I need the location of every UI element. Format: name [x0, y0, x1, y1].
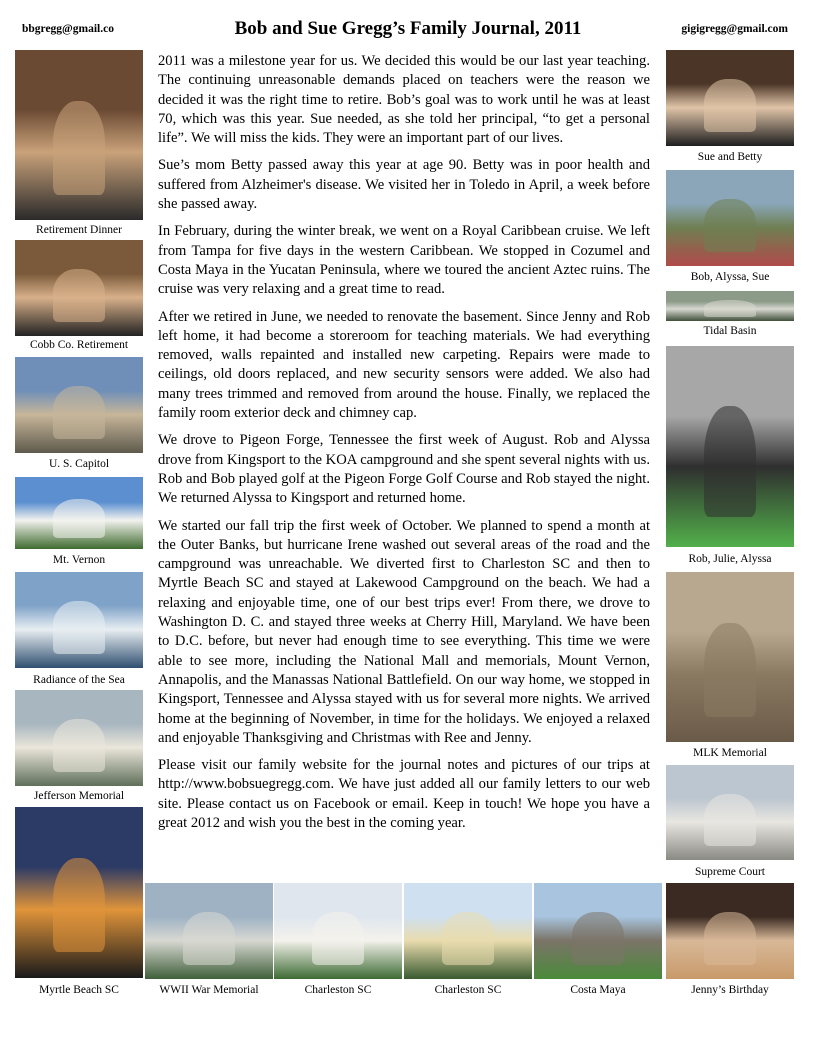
- caption-charleston-1: Charleston SC: [304, 984, 372, 996]
- caption-jefferson: Jefferson Memorial: [33, 790, 125, 802]
- caption-radiance: Radiance of the Sea: [33, 674, 125, 686]
- photo-charleston-1: [274, 883, 402, 979]
- photo-charleston-2: [404, 883, 532, 979]
- photo-subject: [704, 199, 755, 252]
- caption-rob-julie-alyssa: Rob, Julie, Alyssa: [688, 553, 772, 565]
- caption-mt-vernon: Mt. Vernon: [52, 554, 106, 566]
- caption-jenny-birthday: Jenny’s Birthday: [691, 984, 769, 996]
- photo-subject: [704, 406, 755, 517]
- photo-sue-betty: [666, 50, 794, 146]
- photo-subject: [183, 912, 234, 965]
- photo-cobb-retirement: [15, 240, 143, 336]
- photo-subject: [53, 499, 104, 539]
- paragraph-website: Please visit our family website for the journal notes and pictures of our trips at http://www.bobsuegregg.com. We have just added all our family letters to our web site. Please contact us on Facebook or email. Keep in touch! We hope you have a great 2012 and wish you the best in the coming year.: [158, 757, 650, 831]
- photo-subject: [53, 858, 104, 952]
- photo-subject: [572, 912, 623, 965]
- photo-subject: [53, 386, 104, 439]
- caption-supreme-court: Supreme Court: [695, 866, 765, 878]
- photo-jefferson: [15, 690, 143, 786]
- caption-tidal-basin: Tidal Basin: [703, 325, 757, 337]
- photo-jenny-birthday: [666, 883, 794, 979]
- journal-body: [158, 52, 650, 841]
- right-email: gigigregg@gmail.com: [681, 23, 788, 35]
- caption-capitol: U. S. Capitol: [48, 458, 110, 470]
- photo-subject: [53, 719, 104, 772]
- caption-costa-maya: Costa Maya: [570, 984, 626, 996]
- photo-radiance: [15, 572, 143, 668]
- caption-cobb-retirement: Cobb Co. Retirement: [29, 339, 129, 351]
- paragraph-betty: Sue’s mom Betty passed away this year at age 90. Betty was in poor health and suffered from Alzheimer's disease. We visited her in Toledo in April, a week before she passed away.: [158, 157, 650, 213]
- photo-retirement-dinner: [15, 50, 143, 220]
- caption-bob-alyssa-sue: Bob, Alyssa, Sue: [690, 271, 770, 283]
- photo-bob-alyssa-sue: [666, 170, 794, 266]
- photo-costa-maya: [534, 883, 662, 979]
- photo-mt-vernon: [15, 477, 143, 549]
- caption-charleston-2: Charleston SC: [434, 984, 502, 996]
- photo-subject: [704, 300, 755, 317]
- paragraph-fall-trip: We started our fall trip the first week of October. We planned to spend a month at the Outer Banks, but hurricane Irene washed out several areas of the road and the campground was unreachable. We diverted first to Charleston SC and then to Myrtle Beach SC and stayed at Lakewood Campground on the beach. We had a relaxing and enjoyable time, one of our best trips ever! From there, we drove to Washington D. C. and stayed three weeks at Cherry Hill, Maryland. We have been to D.C. before, but never had enough time to see everything. This time we were able to see more, including the National Mall and memorials, Mount Vernon, Annapolis, and the Manassas National Battlefield. On our way home, we stopped in Kingsport, Tennessee and Alyssa stayed with us for several more nights. We arrived home at the beginning of November, in time for the holidays. We enjoyed a relaxed and enjoyable Thanksgiving and Christmas with Ree and Jenny.: [158, 517, 650, 746]
- photo-subject: [704, 623, 755, 717]
- photo-subject: [53, 601, 104, 654]
- photo-rob-julie-alyssa: [666, 346, 794, 547]
- caption-myrtle-beach: Myrtle Beach SC: [39, 984, 119, 996]
- photo-mlk-memorial: [666, 572, 794, 742]
- photo-wwii-memorial: [145, 883, 273, 979]
- paragraph-retirement: 2011 was a milestone year for us. We decided this would be our last year teaching. The continuing unreasonable demands placed on teachers were the reason we decided it was the right time to retire. Bob’s goal was to work until he was at least 70, which was this year. Sue needed, as she told her principal, “to get a personal life”. We will miss the kids. They were an important part of our lives.: [158, 53, 650, 147]
- photo-subject: [312, 912, 363, 965]
- photo-subject: [704, 794, 755, 846]
- photo-tidal-basin: [666, 291, 794, 321]
- photo-myrtle-beach: [15, 807, 143, 978]
- photo-capitol: [15, 357, 143, 453]
- photo-subject: [53, 101, 104, 195]
- photo-subject: [704, 79, 755, 132]
- caption-retirement-dinner: Retirement Dinner: [36, 224, 122, 236]
- paragraph-pigeon-forge: We drove to Pigeon Forge, Tennessee the first week of August. Rob and Alyssa drove from Kingsport to the KOA campground and she spent several nights with us. Rob and Bob played golf at the Pigeon Forge Golf Course and Rob stayed the night. We returned Alyssa to Kingsport and returned home.: [158, 432, 650, 507]
- photo-subject: [53, 269, 104, 322]
- photo-subject: [442, 912, 493, 965]
- caption-mlk-memorial: MLK Memorial: [693, 747, 767, 759]
- photo-subject: [704, 912, 755, 965]
- caption-sue-betty: Sue and Betty: [697, 151, 763, 163]
- caption-wwii-memorial: WWII War Memorial: [159, 984, 259, 996]
- page-title: Bob and Sue Gregg’s Family Journal, 2011: [234, 18, 582, 39]
- left-email: bbgregg@gmail.co: [22, 23, 114, 35]
- paragraph-cruise: In February, during the winter break, we went on a Royal Caribbean cruise. We left from Tampa for five days in the western Caribbean. We stopped in Cozumel and Costa Maya in the Yucatan Peninsula, where we toured the ancient Aztec ruins. The cruise was very relaxing and a great time to read.: [158, 223, 650, 298]
- photo-supreme-court: [666, 765, 794, 860]
- paragraph-basement: After we retired in June, we needed to renovate the basement. Since Jenny and Rob left home, it had become a storeroom for teaching materials. We had everything removed, walls repainted and installed new carpeting. Repairs were made to ceilings, old doors replaced, and new security sensors were added. We also had many trees trimmed and removed from around the house. Finally, we replaced the family room exterior deck and chimney cap.: [158, 308, 650, 422]
